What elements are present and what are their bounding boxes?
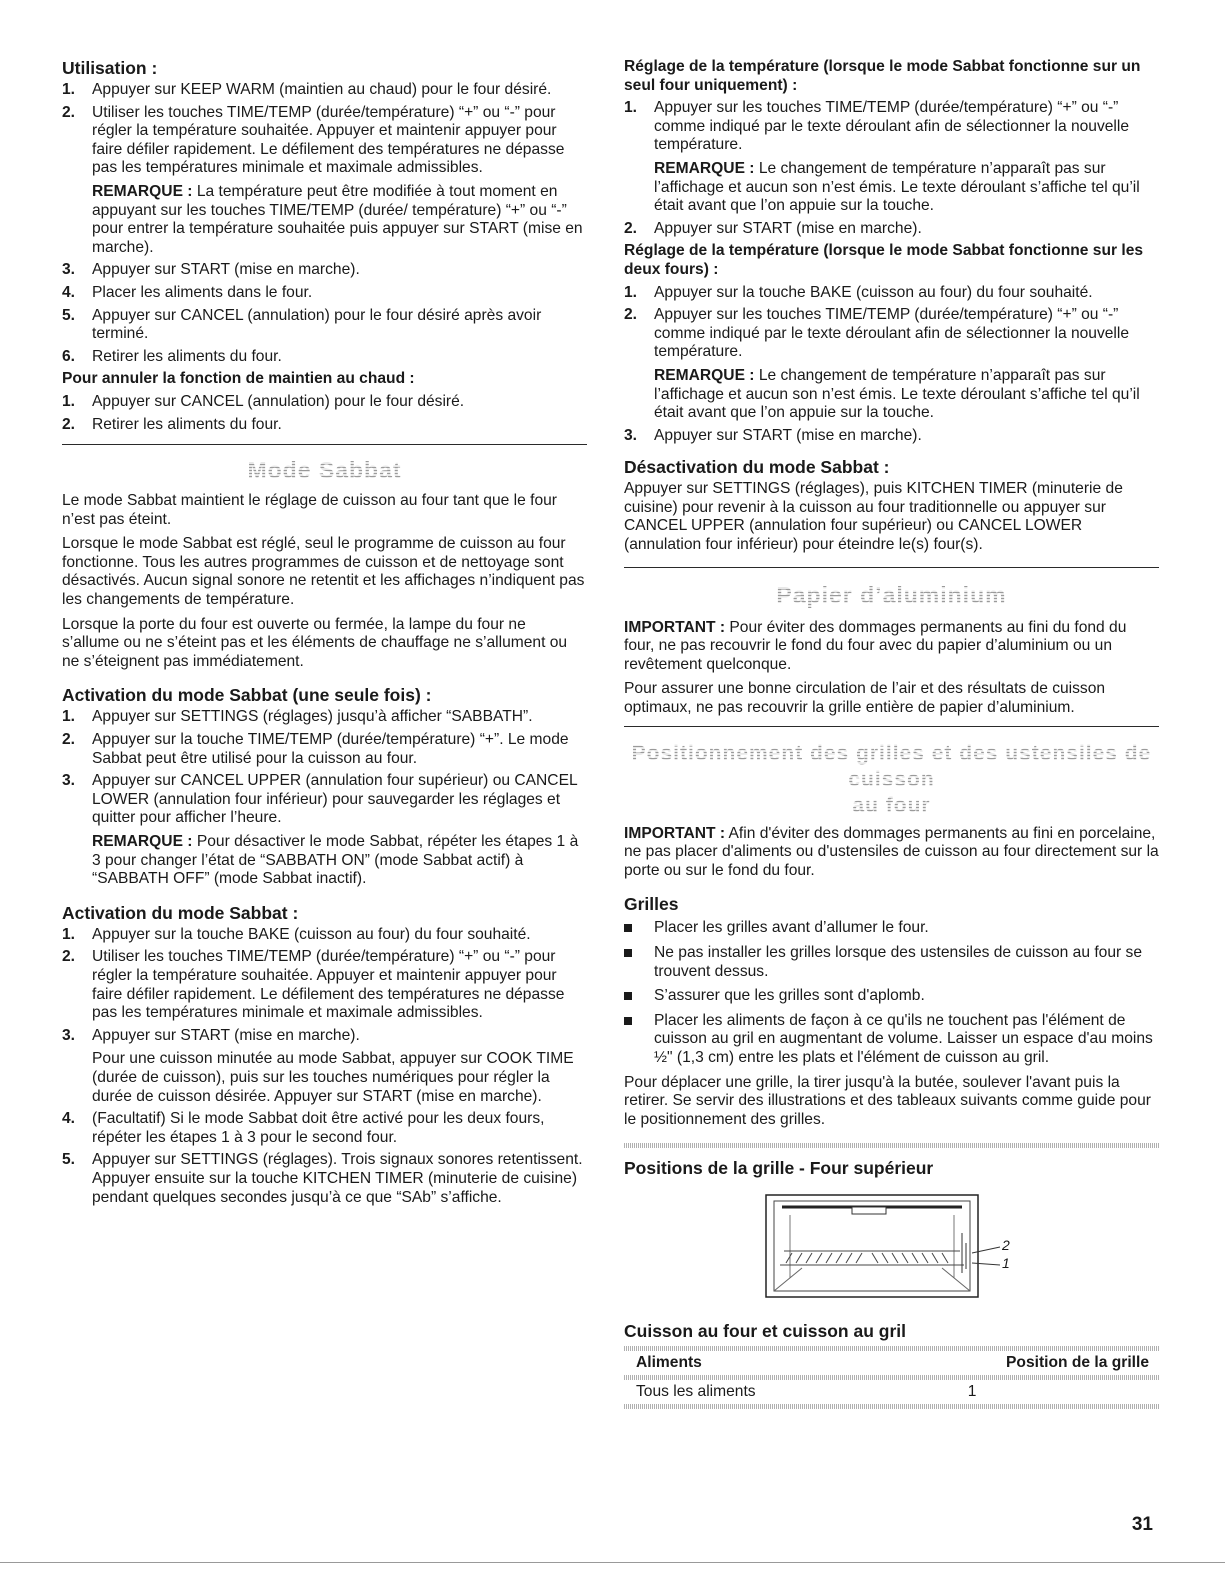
activation-title: Activation du mode Sabbat : xyxy=(62,902,299,923)
list-item: 2. Appuyer sur la touche TIME/TEMP (durée/température) “+”. Le mode Sabbat peut être utilisé pour la cuisson au four. xyxy=(62,731,569,767)
activation-steps xyxy=(62,926,587,1207)
list-item: 1. Appuyer sur la touche BAKE (cuisson au four) du four souhaité. xyxy=(62,925,531,943)
section-heading-mode-sabbat: Mode Sabbat xyxy=(247,457,402,484)
list-item: 1. Appuyer sur KEEP WARM (maintien au chaud) pour le four désiré. xyxy=(62,81,552,98)
positions-title: Positions de la grille - Four supérieur xyxy=(624,1158,934,1179)
list-item: 1. Appuyer sur CANCEL (annulation) pour le four désiré. xyxy=(62,392,465,410)
list-item: 2. Utiliser les touches TIME/TEMP (durée/température) “+” ou “-” pour régler la température souhaitée. Appuyer et maintenir appuyer pour faire défiler rapidement. Le défilement des températures ne dépasse pas les températures minimale et maximale admissibles. xyxy=(62,948,565,1022)
activation-once-title: Activation du mode Sabbat (une seule fois) : xyxy=(62,685,432,706)
page-number: 31 xyxy=(1131,1514,1153,1535)
divider xyxy=(624,567,1159,568)
table-cell-position: 1 xyxy=(967,1383,977,1401)
bullet-icon xyxy=(624,992,632,1000)
dotted-divider xyxy=(624,1404,1159,1409)
note: REMARQUE : Le changement de température n’apparaît pas sur l’affichage et aucun son n’est émis. Le texte déroulant s’affiche tel qu’il était avant que l’on appuie sur la touche. xyxy=(654,159,1140,215)
list-item: 5. Appuyer sur SETTINGS (réglages). Trois signaux sonores retentissent. Appuyer ensuite sur la touche KITCHEN TIMER (minuterie de cuisine) pendant quelques secondes jusqu’à ce que “SAb” s’affiche. xyxy=(62,1151,583,1206)
oven-rack-illustration xyxy=(762,1193,1042,1303)
list-item: 1. Appuyer sur SETTINGS (réglages) jusqu’à afficher “SABBATH”. xyxy=(62,708,533,726)
annuler-title: Pour annuler la fonction de maintien au chaud : xyxy=(62,370,415,388)
utilisation-steps xyxy=(62,81,587,366)
list-item: Placer les grilles avant d’allumer le four. xyxy=(624,919,1159,938)
dotted-divider xyxy=(624,1143,1159,1148)
list-item: 2. Appuyer sur START (mise en marche). xyxy=(624,219,922,237)
papier-important: IMPORTANT : Pour éviter des dommages permanents au fini du fond du four, ne pas recouvrir le fond du four avec du papier d’aluminium ou un revêtement quelconque. xyxy=(624,618,1127,673)
left-column xyxy=(62,58,587,1211)
rack-label-1: 1 xyxy=(1002,1255,1010,1272)
note: REMARQUE : La température peut être modifiée à tout moment en appuyant sur les touches TIME/TEMP (durée/ température) “+” ou “-” pour entrer la température souhaitée puis appuyer sur START (mise en marche). xyxy=(92,182,583,256)
papier-para: Pour assurer une bonne circulation de l’air et des résultats de cuisson optimaux, ne pas recouvrir la grille entière de papier d’aluminium. xyxy=(624,680,1106,717)
grilles-title: Grilles xyxy=(624,894,679,915)
rack-label-2: 2 xyxy=(1002,1237,1010,1254)
table-header-row xyxy=(624,1351,1159,1375)
list-item: 2. Appuyer sur les touches TIME/TEMP (durée/température) “+” ou “-” comme indiqué par le texte déroulant afin de sélectionner la nouvelle température. REMARQUE : Le changement de température n’apparaît pas sur l’affichage et aucun son n’est émis. Le texte déroulant s’affiche tel qu’il était avant que l’on appuie sur la touche. xyxy=(624,306,1159,423)
table-cell-aliments: Tous les aliments xyxy=(636,1383,756,1401)
sabbat-para: Lorsque la porte du four est ouverte ou fermée, la lampe du four ne s’allume ou ne s’éteint pas et les éléments de chauffage ne s’allument ou ne s’éteignent pas immédiatement. xyxy=(62,615,568,670)
column-header-position: Position de la grille xyxy=(1006,1354,1149,1372)
list-item: 1. Appuyer sur les touches TIME/TEMP (durée/température) “+” ou “-” comme indiqué par le texte déroulant afin de sélectionner la nouvelle température. REMARQUE : Le changement de température n’apparaît pas sur l’affichage et aucun son n’est émis. Le texte déroulant s’affiche tel qu’il était avant que l’on appuie sur la touche. xyxy=(624,99,1159,216)
divider xyxy=(62,444,587,445)
list-item: 3. Appuyer sur START (mise en marche). Pour une cuisson minutée au mode Sabbat, appuyer sur COOK TIME (durée de cuisson), puis sur les touches numériques pour régler la durée de cuisson désirée. Appuyer sur START (mise en marche). xyxy=(62,1027,587,1106)
note: REMARQUE : Le changement de température n’apparaît pas sur l’affichage et aucun son n’est émis. Le texte déroulant s’affiche tel qu’il était avant que l’on appuie sur la touche. xyxy=(654,366,1140,422)
reglage-one-steps xyxy=(624,99,1159,238)
list-item: S’assurer que les grilles sont d'aplomb. xyxy=(624,987,1159,1006)
grilles-para: Pour déplacer une grille, la tirer jusqu'à la butée, soulever l'avant puis la retirer. Se servir des illustrations et des tableaux suivants comme guide pour le positionnement des grilles. xyxy=(624,1073,1151,1128)
list-item: 3. Appuyer sur CANCEL UPPER (annulation four supérieur) ou CANCEL LOWER (annulation four inférieur) pour sauvegarder les réglages et quitter pour afficher l’heure. REMARQUE : Pour désactiver le mode Sabbat, répéter les étapes 1 à 3 pour changer l’état de “SABBATH ON” (mode Sabbat actif) à “SABBATH OFF” (mode Sabbat inactif). xyxy=(62,772,587,889)
table-row xyxy=(624,1380,1159,1404)
reglage-two-title: Réglage de la température (lorsque le mode Sabbat fonctionne sur les deux fours) : xyxy=(624,242,1144,278)
list-item: 2. Utiliser les touches TIME/TEMP (durée/température) “+” ou “-” pour régler la température souhaitée. Appuyer et maintenir appuyer pour faire défiler rapidement. Le défilement des températures ne dépasse pas les températures minimale et maximale admissibles. REMARQUE : La température peut être modifiée à tout moment en appuyant sur les touches TIME/TEMP (durée/ température) “+” ou “-” pour entrer la température souhaitée puis appuyer sur START (mise en marche). xyxy=(62,104,587,258)
grilles-list xyxy=(624,919,1159,1067)
column-header-aliments: Aliments xyxy=(636,1354,702,1372)
desactivation-text: Appuyer sur SETTINGS (réglages), puis KITCHEN TIMER (minuterie de cuisine) pour revenir à la cuisson au four traditionnelle ou appuyer sur CANCEL UPPER (annulation four supérieur) ou CANCEL LOWER (annulation four inférieur) pour éteindre le(s) four(s). xyxy=(624,480,1123,554)
bullet-icon xyxy=(624,949,632,957)
page-bottom-line xyxy=(0,1562,1225,1563)
step-extra: Pour une cuisson minutée au mode Sabbat, appuyer sur COOK TIME (durée de cuisson), puis sur les touches numériques pour régler la durée de cuisson désirée. Appuyer sur START (mise en marche). xyxy=(92,1050,574,1105)
bullet-icon xyxy=(624,924,632,932)
note: REMARQUE : Pour désactiver le mode Sabbat, répéter les étapes 1 à 3 pour changer l’état de “SABBATH ON” (mode Sabbat actif) à “SABBATH OFF” (mode Sabbat inactif). xyxy=(92,833,579,888)
annuler-steps xyxy=(62,393,587,434)
list-item: 1. Appuyer sur la touche BAKE (cuisson au four) du four souhaité. xyxy=(624,283,1093,301)
oven-diagram xyxy=(762,1193,1042,1303)
list-item: 2. Retirer les aliments du four. xyxy=(62,415,282,433)
list-item: 4. Placer les aliments dans le four. xyxy=(62,283,313,301)
list-item: 6. Retirer les aliments du four. xyxy=(62,347,282,365)
reglage-one-title: Réglage de la température (lorsque le mode Sabbat fonctionne sur un seul four uniquement) : xyxy=(624,58,1141,94)
list-item: 3. Appuyer sur START (mise en marche). xyxy=(62,261,360,279)
list-item: 3. Appuyer sur START (mise en marche). xyxy=(624,426,922,444)
sabbat-para: Le mode Sabbat maintient le réglage de cuisson au four tant que le four n’est pas éteint. xyxy=(62,492,557,528)
section-heading-papier: Papier d’aluminium xyxy=(776,581,1007,608)
divider xyxy=(624,726,1159,727)
sabbat-para: Lorsque le mode Sabbat est réglé, seul le programme de cuisson au four fonctionne. Tous les autres programmes de cuisson et de nettoyage sont désactivés. Aucun signal sonore ne retentit et les affichages n’indiquent pas les changements de température. xyxy=(62,535,585,609)
reglage-two-steps xyxy=(624,284,1159,446)
list-item: 4. (Facultatif) Si le mode Sabbat doit être activé pour les deux fours, répéter les étapes 1 à 3 pour le second four. xyxy=(62,1110,545,1146)
cuisson-title: Cuisson au four et cuisson au gril xyxy=(624,1321,906,1342)
positionnement-important: IMPORTANT : Afin d'éviter des dommages permanents au fini en porcelaine, ne pas placer d'aliments ou d'ustensiles de cuisson au four directement sur la porte ou sur le fond du four. xyxy=(624,824,1159,879)
right-column xyxy=(624,58,1159,1409)
section-heading-positionnement: Positionnement des grilles et des ustensiles de cuisson au four xyxy=(631,741,1152,817)
utilisation-title: Utilisation : xyxy=(62,58,158,78)
rack-position-table-body xyxy=(624,1380,1159,1404)
bullet-icon xyxy=(624,1017,632,1025)
list-item: 5. Appuyer sur CANCEL (annulation) pour le four désiré après avoir terminé. xyxy=(62,306,542,343)
list-item: Placer les aliments de façon à ce qu'ils ne touchent pas l'élément de cuisson au gril en augmentant de volume. Laisser un espace d'au moins ½" (1,3 cm) entre les plats et l'élément de cuisson au gril. xyxy=(624,1012,1159,1068)
desactivation-title: Désactivation du mode Sabbat : xyxy=(624,457,890,478)
activation-once-steps xyxy=(62,708,587,888)
rack-position-table xyxy=(624,1351,1159,1375)
list-item: Ne pas installer les grilles lorsque des ustensiles de cuisson au four se trouvent dessus. xyxy=(624,944,1159,981)
